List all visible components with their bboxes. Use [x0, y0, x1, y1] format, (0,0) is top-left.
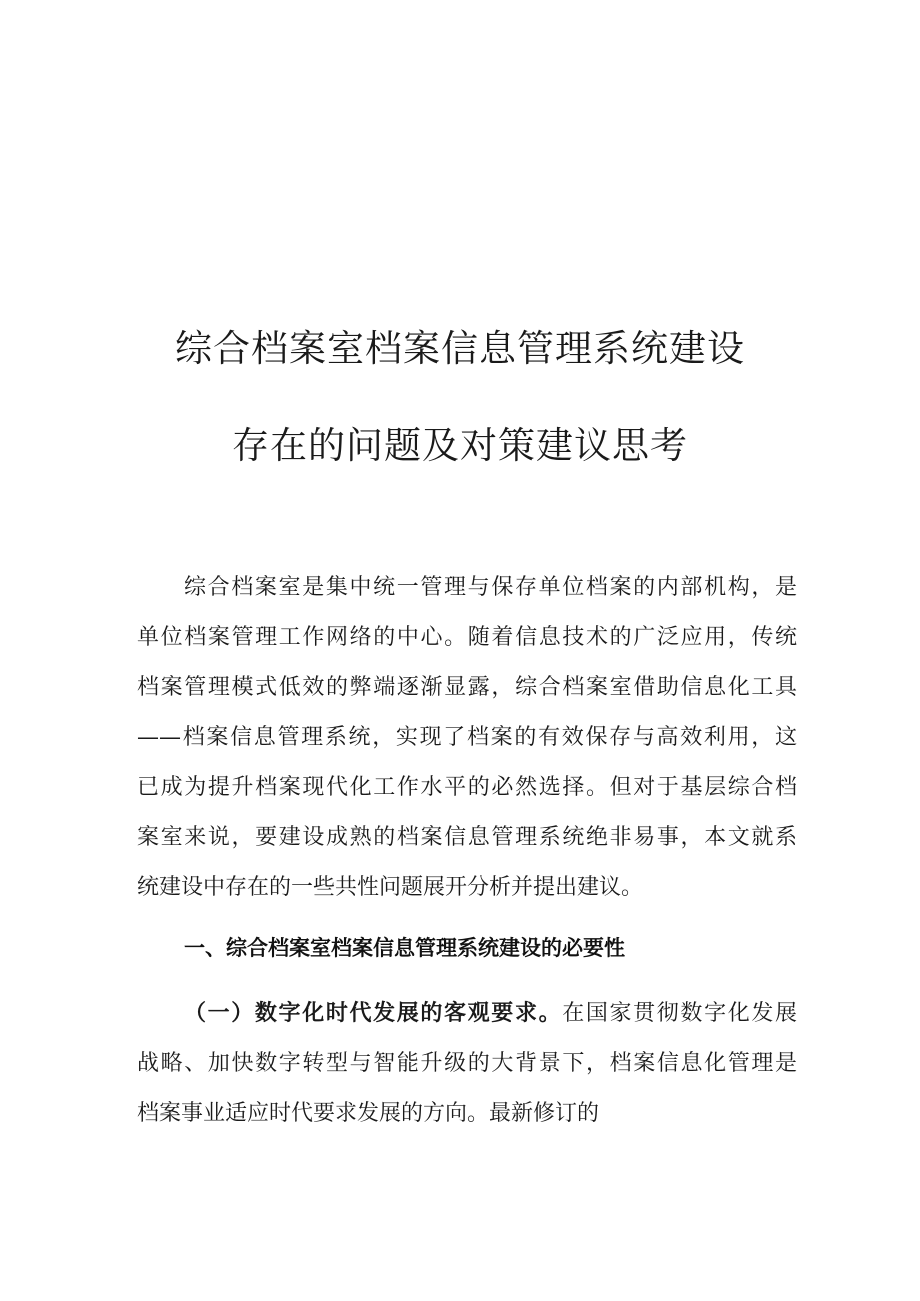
- intro-line: 统建设中存在的一些共性问题展开分析并提出建议。: [137, 875, 644, 900]
- intro-line: 单位档案管理工作网络的中心。随着信息技术的广泛应用，传统: [137, 625, 797, 650]
- intro-paragraph: [137, 563, 797, 913]
- subsection-line-3: 档案事业适应时代要求发展的方向。最新修订的: [137, 1101, 600, 1126]
- document-title-line-1: 综合档案室档案信息管理系统建设: [175, 327, 745, 370]
- intro-line: 案室来说，要建设成熟的档案信息管理系统绝非易事，本文就系: [137, 825, 797, 850]
- section-heading-1: 一、综合档案室档案信息管理系统建设的必要性: [184, 936, 625, 960]
- subsection-paragraph: [137, 989, 797, 1139]
- subsection-line-1-rest: 在国家贯彻数字化发展: [562, 1001, 797, 1026]
- subsection-lead: （一）数字化时代发展的客观要求。: [184, 1001, 563, 1026]
- intro-line: 档案管理模式低效的弊端逐渐显露，综合档案室借助信息化工具: [137, 675, 797, 700]
- subsection-line-1: [137, 989, 797, 1039]
- intro-line: 已成为提升档案现代化工作水平的必然选择。但对于基层综合档: [137, 775, 797, 800]
- document-title-line-2: 存在的问题及对策建议思考: [232, 424, 688, 467]
- subsection-line-2: 战略、加快数字转型与智能升级的大背景下，档案信息化管理是: [137, 1051, 797, 1076]
- intro-line: ——档案信息管理系统，实现了档案的有效保存与高效利用，这: [137, 725, 797, 750]
- intro-line: 综合档案室是集中统一管理与保存单位档案的内部机构，是: [184, 575, 797, 600]
